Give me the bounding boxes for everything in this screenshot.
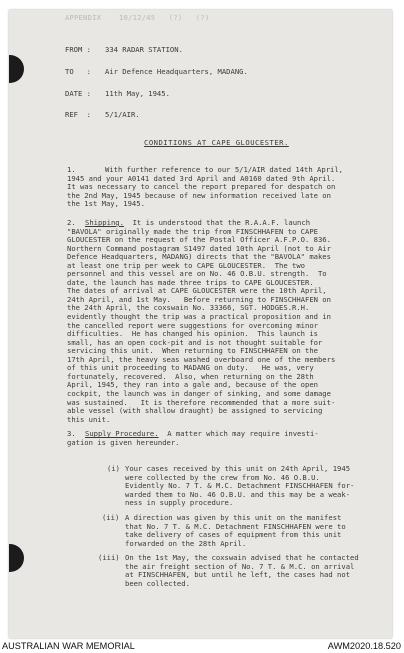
list-item-line: On the 1st May, the coxswain advised that he contacted xyxy=(125,553,359,562)
paragraph-2-line: date, the launch has made three trips to CAPE GLOUCESTER. xyxy=(67,277,314,287)
paragraph-2-line: servicing this unit. When returning to FINSCHHAFEN on the xyxy=(67,346,318,356)
paragraph-2-line: April, 1945, they ran into a gale and, because of the open xyxy=(67,380,318,390)
paragraph-2-first-line-text: It is understood that the R.A.A.F. launch xyxy=(123,218,311,227)
list-item-line: forwarded on the 28th April. xyxy=(125,538,247,548)
paragraph-2-line: Northern Command postagram S1497 dated 10th April (not to Air xyxy=(67,243,331,253)
list-item-line: ness in supply procedure. xyxy=(125,498,234,508)
paragraph-2-line: difficulties. He has changed his opinion. This launch is xyxy=(67,329,318,339)
document-title: CONDITIONS AT CAPE GLOUCESTER. xyxy=(144,138,289,147)
header-date-value: 11th May, 1945. xyxy=(105,89,170,98)
paragraph-2-line: fortunately, recovered. Also, when returning on the 28th xyxy=(67,371,314,381)
list-item-line: Your cases received by this unit on 24th April, 1945 xyxy=(125,464,351,473)
list-item-label: (ii) xyxy=(102,513,120,522)
list-item-label: (i) xyxy=(107,464,120,473)
paragraph-1-line: With further reference to our 5/1/AIR dated 14th April, xyxy=(105,165,343,174)
list-item-line: the air freight section of No. 7 T. & M.C. on arrival xyxy=(125,561,355,571)
paragraph-2-line: cockpit, the launch was in danger of sinking, and some damage xyxy=(67,388,331,398)
list-item-label: (iii) xyxy=(98,553,120,562)
footer-accession-number: AWM2020.18.520 xyxy=(327,641,401,651)
paragraph-1-line: the 1st May, 1945. xyxy=(67,199,145,208)
paragraph-2-line: of this unit proceeding to MADANG on duty. He was, very xyxy=(67,363,314,373)
paragraph-2-line: the cancelled report were suggestions for overcoming minor xyxy=(67,320,318,330)
paragraph-2-heading: Shipping. xyxy=(85,218,124,227)
paragraph-2-line: personnel and this vessel are on No. 46 O.B.U. strength. To xyxy=(67,269,327,279)
paragraph-3-first-line-text: A matter which may require investi- xyxy=(158,429,319,438)
list-item-line: were collected by the crew from No. 46 O.B.U. xyxy=(125,472,320,482)
paragraph-1-number: 1. xyxy=(67,165,76,174)
paragraph-2-number: 2. xyxy=(67,218,76,227)
header-from-value: 334 RADAR STATION. xyxy=(105,45,183,54)
paragraph-2-line: GLOUCESTER on the request of the Postal Officer A.F.P.O. 836. xyxy=(67,235,331,245)
header-to-key: TO : xyxy=(65,67,91,76)
paragraph-2-line: 17th April, the heavy seas washed overboard one of the members xyxy=(67,354,336,364)
punch-hole xyxy=(9,544,24,572)
paragraph-2-line: the 24th April, the coxswain No. 33366, SGT. HODGES.R.H. xyxy=(67,303,310,313)
paragraph-2-line: evidently thought the trip was a practical proposition and in xyxy=(67,312,331,321)
paragraph-2-line: "BAVOLA" originally made the trip from FINSCHHAFEN to CAPE xyxy=(67,226,318,236)
paragraph-2-line: small, has an open cock-pit and is not thought suitable for xyxy=(67,337,323,347)
paragraph-2-line: at least one trip per week to CAPE GLOUCESTER. The two xyxy=(67,260,305,270)
paragraph-2-line: Defence Headquarters, MADANG) directs that the "BAVOLA" makes xyxy=(67,252,331,262)
header-ref-value: 5/1/AIR. xyxy=(105,110,140,119)
footer-bar xyxy=(0,640,404,653)
list-item-line: take delivery of cases of equipment from this unit xyxy=(125,530,342,540)
paragraph-2-line: able vessel (with shallow draught) be assigned to servicing xyxy=(67,406,323,416)
list-item-line: that No. 7 T. & M.C. Detachment FINSCHHAFEN were to xyxy=(125,521,346,531)
punch-hole xyxy=(9,55,24,83)
paragraph-2-line: was sustained. It is therefore recommended that a more suit- xyxy=(67,397,336,407)
header-date-key: DATE : xyxy=(65,89,91,98)
paragraph-1-line: It was necessary to cancel the report prepared for despatch on xyxy=(67,182,336,191)
paragraph-2-line: 24th April, and 1st May. Before returning to FINSCHHAFEN on xyxy=(67,294,331,304)
header-ref-key: REF : xyxy=(65,110,91,119)
paragraph-2-line: The dates of arrival at CAPE GLOUCESTER were the 10th April, xyxy=(67,286,327,296)
faded-stamp: APPENDIX 10/12/45 (?) (?) xyxy=(65,14,210,22)
paragraph-1-line: 1945 and your A0141 dated 3rd April and A0160 dated 9th April. xyxy=(67,173,336,183)
paragraph-3-heading: Supply Procedure. xyxy=(85,429,159,438)
paragraph-3-number: 3. xyxy=(67,429,76,438)
paragraph-2-line: this unit. xyxy=(67,414,111,424)
footer-credit: AUSTRALIAN WAR MEMORIAL xyxy=(2,641,135,651)
list-item-line: warded them to No. 46 O.B.U. and this may be a weak- xyxy=(125,489,351,499)
header-to-value: Air Defence Headquarters, MADANG. xyxy=(105,67,248,76)
list-item-line: A direction was given by this unit on the manifest xyxy=(125,513,342,522)
paragraph-1-line: the 2nd May, 1945 because of new information received late on xyxy=(67,190,331,200)
list-item-line: at FINSCHHAFEN, but until he left, the cases had not xyxy=(125,570,351,580)
header-from-key: FROM : xyxy=(65,45,91,54)
paragraph-3-second-line: gation is given hereunder. xyxy=(67,437,180,447)
document-page xyxy=(9,10,392,638)
list-item-line: been collected. xyxy=(125,578,190,588)
list-item-line: Evidently No. 7 T. & M.C. Detachment FINSCHHAFEN for- xyxy=(125,481,355,491)
